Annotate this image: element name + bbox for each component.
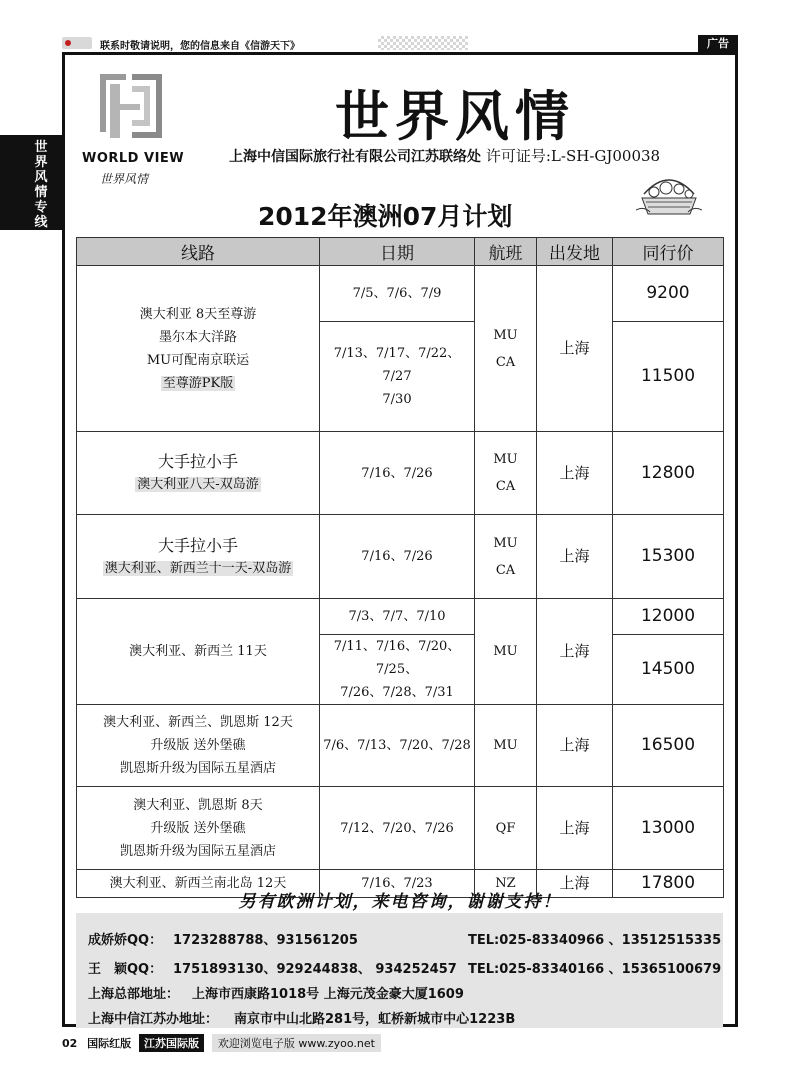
airline-cell xyxy=(475,599,537,705)
table-row xyxy=(77,515,724,599)
price-cell: 14500 xyxy=(613,635,724,705)
brand-name-en: WORLD VIEW xyxy=(82,151,185,166)
price-cell: 17800 xyxy=(613,870,724,898)
date-cell: 7/16、7/26 xyxy=(320,515,475,599)
price-cell: 16500 xyxy=(613,705,724,787)
plan-title: 2012年澳洲07月计划 xyxy=(258,202,513,231)
airline-code: QF xyxy=(495,820,516,836)
airline-code: CA xyxy=(495,479,516,494)
brand-name-cn: 世界风情 xyxy=(100,172,149,186)
contact-1-name: 成娇娇QQ： xyxy=(88,933,163,948)
route-line: 澳大利亚、新西兰、凯恩斯 12天 xyxy=(103,715,293,730)
departure-cell: 上海 xyxy=(537,787,613,870)
airline-code: NZ xyxy=(495,876,516,891)
airline-code: MU xyxy=(493,535,518,551)
price-cell: 13000 xyxy=(613,787,724,870)
airline-code: MU xyxy=(493,452,518,467)
js-address-label: 上海中信江苏办地址： xyxy=(88,1012,219,1027)
header-date: 日期 xyxy=(320,238,475,266)
airline-cell xyxy=(475,787,537,870)
source-notice: 联系时敬请说明，您的信息来自《信游天下》 xyxy=(100,41,300,52)
route-line: 大手拉小手 xyxy=(157,535,238,555)
departure-cell: 上海 xyxy=(537,705,613,787)
contact-1-qq: 1723288788、931561205 xyxy=(173,933,358,948)
table-row xyxy=(77,432,724,515)
page-footer xyxy=(62,1034,381,1050)
route-line: 升级版 送外堡礁 xyxy=(150,820,246,836)
world-view-logo-icon xyxy=(96,70,166,142)
route-cell xyxy=(77,515,320,599)
airline-code: MU xyxy=(493,738,518,753)
header-route: 线路 xyxy=(77,238,320,266)
contact-2-tel: TEL:025-83340166 、15365100679 xyxy=(468,962,722,977)
route-cell: 澳大利亚、新西兰 11天 xyxy=(77,599,320,705)
airline-cell xyxy=(475,432,537,515)
contact-1-tel: TEL:025-83340966 、13512515335 xyxy=(468,933,722,948)
route-cell xyxy=(77,432,320,515)
departure-cell: 上海 xyxy=(537,432,613,515)
hq-address: 上海市西康路1018号 上海元茂金豪大厦1609 xyxy=(192,987,464,1002)
slogan: 另有欧洲计划，来电咨询，谢谢支持！ xyxy=(238,892,562,912)
page-title: 世界风情 xyxy=(335,84,575,148)
date-cell: 7/13、7/17、7/22、7/27 7/30 xyxy=(320,322,475,432)
route-line: 澳大利亚、新西兰十一天-双岛游 xyxy=(104,560,292,576)
route-line: 澳大利亚、凯恩斯 8天 xyxy=(133,797,263,813)
airline-code: MU xyxy=(493,327,518,343)
header-flight: 航班 xyxy=(475,238,537,266)
date-cell: 7/16、7/23 xyxy=(320,870,475,898)
airline-code: CA xyxy=(495,354,516,370)
departure-cell: 上海 xyxy=(537,870,613,898)
tour-plan-table xyxy=(76,237,724,898)
contact-2-name: 王 颖QQ： xyxy=(88,962,163,977)
route-line: 升级版 送外堡礁 xyxy=(150,738,246,753)
route-cell xyxy=(77,705,320,787)
route-cell xyxy=(77,266,320,432)
date-cell: 7/6、7/13、7/20、7/28 xyxy=(320,705,475,787)
route-cell xyxy=(77,787,320,870)
top-strip xyxy=(60,36,740,52)
hq-address-label: 上海总部地址： xyxy=(88,987,180,1002)
route-line: 凯恩斯升级为国际五星酒店 xyxy=(119,761,276,776)
agency-line xyxy=(229,145,660,166)
airline-code: CA xyxy=(495,562,516,578)
airline-code: MU xyxy=(493,644,518,659)
flower-basket-icon xyxy=(636,170,702,222)
price-cell: 12800 xyxy=(613,432,724,515)
date-cell: 7/12、7/20、7/26 xyxy=(320,787,475,870)
date-cell: 7/16、7/26 xyxy=(320,432,475,515)
price-cell: 15300 xyxy=(613,515,724,599)
price-cell: 9200 xyxy=(613,266,724,322)
departure-cell: 上海 xyxy=(537,599,613,705)
route-line: 大手拉小手 xyxy=(157,452,238,471)
side-tab-label: 世界风情专线 xyxy=(34,140,48,230)
website-link[interactable]: 欢迎浏览电子版 www.zyoo.net xyxy=(212,1034,381,1052)
table-row xyxy=(77,599,724,635)
table-row xyxy=(77,705,724,787)
date-cell: 7/5、7/6、7/9 xyxy=(320,266,475,322)
route-line: 墨尔本大洋路 xyxy=(158,329,237,345)
departure-cell: 上海 xyxy=(537,266,613,432)
edition-label: 江苏国际版 xyxy=(139,1034,204,1052)
airline-cell xyxy=(475,515,537,599)
page-number: 02 xyxy=(62,1037,78,1050)
date-cell: 7/3、7/7、7/10 xyxy=(320,599,475,635)
price-cell: 11500 xyxy=(613,322,724,432)
table-header-row xyxy=(77,238,724,266)
header-price: 同行价 xyxy=(613,238,724,266)
table-row xyxy=(77,266,724,322)
contact-block xyxy=(76,913,723,1028)
agency-name: 上海中信国际旅行社有限公司江苏联络处 xyxy=(229,149,481,165)
section-name: 国际红版 xyxy=(87,1037,132,1050)
publisher-logo xyxy=(62,37,92,49)
airline-cell xyxy=(475,705,537,787)
route-line: MU可配南京联运 xyxy=(146,352,250,368)
header-departure: 出发地 xyxy=(537,238,613,266)
date-cell: 7/11、7/16、7/20、7/25、 7/26、7/28、7/31 xyxy=(320,635,475,705)
section-side-tab xyxy=(0,135,62,230)
route-line: 澳大利亚 8天至尊游 xyxy=(139,306,257,322)
price-cell: 12000 xyxy=(613,599,724,635)
route-line: 至尊游PK版 xyxy=(162,375,234,391)
decorative-pattern xyxy=(378,36,468,50)
js-address: 南京市中山北路281号，虹桥新城市中心1223B xyxy=(234,1012,516,1027)
license-number: 许可证号:L-SH-GJ00038 xyxy=(485,147,661,165)
route-line: 凯恩斯升级为国际五星酒店 xyxy=(119,843,276,859)
contact-2-qq: 1751893130、929244838、 934252457 xyxy=(173,962,457,977)
airline-cell xyxy=(475,266,537,432)
route-line: 澳大利亚八天-双岛游 xyxy=(137,477,259,492)
ad-tag: 广告 xyxy=(698,35,738,52)
route-cell: 澳大利亚、新西兰南北岛 12天 xyxy=(77,870,320,898)
table-row xyxy=(77,787,724,870)
departure-cell: 上海 xyxy=(537,515,613,599)
